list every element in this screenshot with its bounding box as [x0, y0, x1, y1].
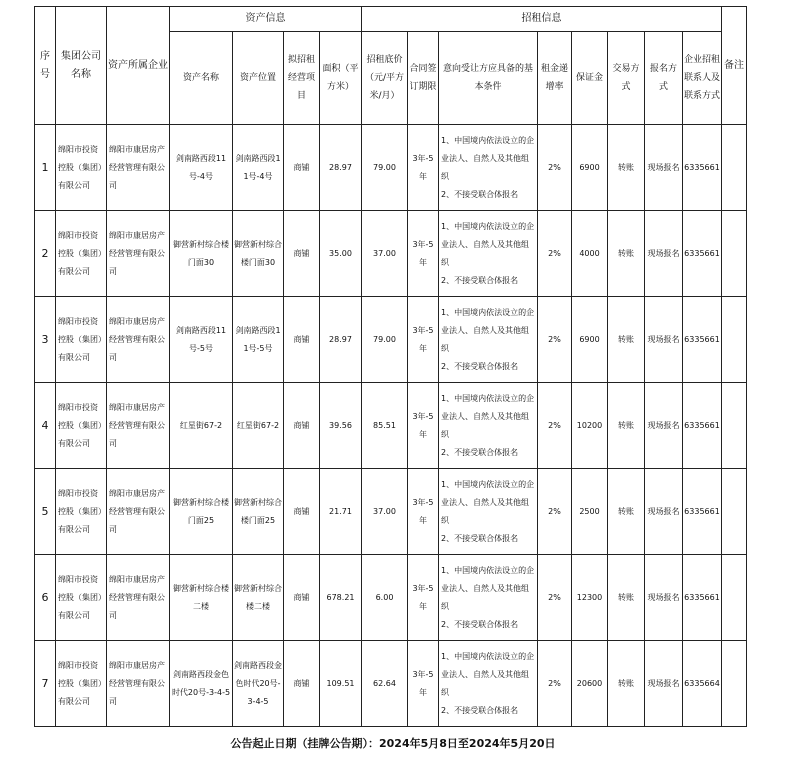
cell-area: 39.56: [320, 383, 362, 469]
cell-enterprise: 绵阳市康居房产经营管理有限公司: [107, 383, 170, 469]
cell-area: 678.21: [320, 555, 362, 641]
cell-enterprise: 绵阳市康居房产经营管理有限公司: [107, 125, 170, 211]
cell-asset-location: 御营新村综合楼门面30: [233, 211, 284, 297]
cell-area: 35.00: [320, 211, 362, 297]
header-asset-name: 资产名称: [170, 32, 233, 125]
cell-asset-location: 剑南路西段11号-4号: [233, 125, 284, 211]
condition-line: 2、不接受联合体报名: [441, 275, 519, 285]
rental-table: [34, 6, 747, 727]
cell-deposit: 12300: [572, 555, 608, 641]
cell-deposit: 10200: [572, 383, 608, 469]
cell-term: 3年-5年: [408, 297, 439, 383]
header-asset-info: 资产信息: [170, 7, 362, 32]
cell-base-price: 37.00: [362, 211, 408, 297]
header-enterprise: 资产所属企业: [107, 7, 170, 125]
condition-line: 2、不接受联合体报名: [441, 189, 519, 199]
header-trade-method: 交易方式: [608, 32, 645, 125]
cell-term: 3年-5年: [408, 641, 439, 727]
header-signup-method: 报名方式: [645, 32, 683, 125]
cell-signup-method: 现场报名: [645, 383, 683, 469]
cell-asset-name: 剑南路西段金色时代20号-3-4-5: [170, 641, 233, 727]
cell-deposit: 4000: [572, 211, 608, 297]
cell-increase-rate: 2%: [538, 555, 572, 641]
cell-group: 绵阳市投资控股（集团）有限公司: [56, 641, 107, 727]
cell-seq: 1: [35, 125, 56, 211]
condition-line: 1、中国境内依法设立的企业法人、自然人及其他组织: [441, 651, 535, 697]
cell-trade-method: 转账: [608, 555, 645, 641]
header-rent-info: 招租信息: [362, 7, 722, 32]
cell-business-scope: 商铺: [284, 383, 320, 469]
cell-base-price: 85.51: [362, 383, 408, 469]
header-base-price: 招租底价（元/平方米/月）: [362, 32, 408, 125]
cell-deposit: 2500: [572, 469, 608, 555]
cell-base-price: 62.64: [362, 641, 408, 727]
cell-enterprise: 绵阳市康居房产经营管理有限公司: [107, 297, 170, 383]
cell-area: 109.51: [320, 641, 362, 727]
cell-seq: 7: [35, 641, 56, 727]
cell-seq: 6: [35, 555, 56, 641]
cell-area: 28.97: [320, 297, 362, 383]
cell-base-price: 79.00: [362, 125, 408, 211]
cell-remark: [722, 469, 747, 555]
cell-group: 绵阳市投资控股（集团）有限公司: [56, 555, 107, 641]
cell-signup-method: 现场报名: [645, 469, 683, 555]
table-row: [35, 469, 747, 555]
cell-trade-method: 转账: [608, 297, 645, 383]
cell-deposit: 6900: [572, 297, 608, 383]
cell-business-scope: 商铺: [284, 469, 320, 555]
cell-deposit: 20600: [572, 641, 608, 727]
cell-asset-name: 御营新村综合楼二楼: [170, 555, 233, 641]
cell-contact: 6335661: [683, 297, 722, 383]
cell-signup-method: 现场报名: [645, 555, 683, 641]
cell-deposit: 6900: [572, 125, 608, 211]
cell-conditions: [439, 125, 538, 211]
condition-line: 2、不接受联合体报名: [441, 619, 519, 629]
cell-signup-method: 现场报名: [645, 125, 683, 211]
table-row: [35, 211, 747, 297]
cell-term: 3年-5年: [408, 555, 439, 641]
cell-increase-rate: 2%: [538, 211, 572, 297]
cell-conditions: [439, 211, 538, 297]
cell-asset-location: 剑南路西段11号-5号: [233, 297, 284, 383]
table-row: [35, 297, 747, 383]
cell-seq: 4: [35, 383, 56, 469]
cell-business-scope: 商铺: [284, 641, 320, 727]
cell-remark: [722, 125, 747, 211]
cell-asset-location: 剑南路西段金色时代20号-3-4-5: [233, 641, 284, 727]
table-row: [35, 641, 747, 727]
header-contact: 企业招租联系人及联系方式: [683, 32, 722, 125]
cell-enterprise: 绵阳市康居房产经营管理有限公司: [107, 211, 170, 297]
condition-line: 1、中国境内依法设立的企业法人、自然人及其他组织: [441, 565, 535, 611]
cell-seq: 5: [35, 469, 56, 555]
condition-line: 2、不接受联合体报名: [441, 705, 519, 715]
condition-line: 2、不接受联合体报名: [441, 533, 519, 543]
cell-signup-method: 现场报名: [645, 211, 683, 297]
condition-line: 1、中国境内依法设立的企业法人、自然人及其他组织: [441, 393, 535, 439]
cell-increase-rate: 2%: [538, 125, 572, 211]
header-term: 合同签订期限: [408, 32, 439, 125]
header-asset-location: 资产位置: [233, 32, 284, 125]
cell-conditions: [439, 469, 538, 555]
cell-asset-name: 剑南路西段11号-5号: [170, 297, 233, 383]
cell-conditions: [439, 555, 538, 641]
cell-group: 绵阳市投资控股（集团）有限公司: [56, 211, 107, 297]
cell-trade-method: 转账: [608, 469, 645, 555]
cell-asset-name: 御营新村综合楼门面30: [170, 211, 233, 297]
cell-asset-location: 红星街67-2: [233, 383, 284, 469]
cell-contact: 6335661: [683, 125, 722, 211]
cell-business-scope: 商铺: [284, 211, 320, 297]
cell-group: 绵阳市投资控股（集团）有限公司: [56, 469, 107, 555]
cell-asset-name: 剑南路西段11号-4号: [170, 125, 233, 211]
header-increase-rate: 租金递增率: [538, 32, 572, 125]
cell-conditions: [439, 641, 538, 727]
cell-asset-name: 御营新村综合楼门面25: [170, 469, 233, 555]
cell-remark: [722, 297, 747, 383]
header-remark: 备注: [722, 7, 747, 125]
cell-enterprise: 绵阳市康居房产经营管理有限公司: [107, 555, 170, 641]
cell-base-price: 79.00: [362, 297, 408, 383]
cell-group: 绵阳市投资控股（集团）有限公司: [56, 297, 107, 383]
cell-remark: [722, 641, 747, 727]
cell-term: 3年-5年: [408, 469, 439, 555]
cell-enterprise: 绵阳市康居房产经营管理有限公司: [107, 469, 170, 555]
cell-contact: 6335661: [683, 211, 722, 297]
cell-signup-method: 现场报名: [645, 641, 683, 727]
cell-trade-method: 转账: [608, 211, 645, 297]
header-conditions: 意向受让方应具备的基本条件: [439, 32, 538, 125]
cell-business-scope: 商铺: [284, 555, 320, 641]
cell-area: 28.97: [320, 125, 362, 211]
cell-term: 3年-5年: [408, 211, 439, 297]
cell-contact: 6335661: [683, 383, 722, 469]
cell-base-price: 6.00: [362, 555, 408, 641]
condition-line: 1、中国境内依法设立的企业法人、自然人及其他组织: [441, 221, 535, 267]
cell-term: 3年-5年: [408, 125, 439, 211]
cell-enterprise: 绵阳市康居房产经营管理有限公司: [107, 641, 170, 727]
cell-area: 21.71: [320, 469, 362, 555]
cell-remark: [722, 383, 747, 469]
cell-increase-rate: 2%: [538, 383, 572, 469]
header-business-scope: 拟招租经营项目: [284, 32, 320, 125]
condition-line: 2、不接受联合体报名: [441, 447, 519, 457]
table-row: [35, 383, 747, 469]
announcement-period: 公告起止日期（挂牌公告期）：2024年5月8日至2024年5月20日: [230, 737, 556, 750]
condition-line: 1、中国境内依法设立的企业法人、自然人及其他组织: [441, 307, 535, 353]
cell-base-price: 37.00: [362, 469, 408, 555]
cell-seq: 3: [35, 297, 56, 383]
cell-increase-rate: 2%: [538, 297, 572, 383]
condition-line: 2、不接受联合体报名: [441, 361, 519, 371]
cell-trade-method: 转账: [608, 641, 645, 727]
cell-conditions: [439, 383, 538, 469]
cell-conditions: [439, 297, 538, 383]
header-area: 面积（平方米）: [320, 32, 362, 125]
table-body: [35, 125, 747, 727]
cell-business-scope: 商铺: [284, 297, 320, 383]
cell-contact: 6335661: [683, 555, 722, 641]
header-deposit: 保证金: [572, 32, 608, 125]
cell-contact: 6335664: [683, 641, 722, 727]
condition-line: 1、中国境内依法设立的企业法人、自然人及其他组织: [441, 135, 535, 181]
header-seq: 序号: [35, 7, 56, 125]
cell-increase-rate: 2%: [538, 641, 572, 727]
table-row: [35, 555, 747, 641]
header-group: 集团公司名称: [56, 7, 107, 125]
cell-remark: [722, 555, 747, 641]
cell-asset-name: 红星街67-2: [170, 383, 233, 469]
table-row: [35, 125, 747, 211]
cell-term: 3年-5年: [408, 383, 439, 469]
cell-group: 绵阳市投资控股（集团）有限公司: [56, 383, 107, 469]
cell-remark: [722, 211, 747, 297]
cell-asset-location: 御营新村综合楼门面25: [233, 469, 284, 555]
cell-signup-method: 现场报名: [645, 297, 683, 383]
cell-business-scope: 商铺: [284, 125, 320, 211]
cell-contact: 6335661: [683, 469, 722, 555]
cell-trade-method: 转账: [608, 125, 645, 211]
cell-trade-method: 转账: [608, 383, 645, 469]
cell-increase-rate: 2%: [538, 469, 572, 555]
cell-seq: 2: [35, 211, 56, 297]
cell-group: 绵阳市投资控股（集团）有限公司: [56, 125, 107, 211]
header-row-top: [35, 7, 747, 32]
condition-line: 1、中国境内依法设立的企业法人、自然人及其他组织: [441, 479, 535, 525]
cell-asset-location: 御营新村综合楼二楼: [233, 555, 284, 641]
